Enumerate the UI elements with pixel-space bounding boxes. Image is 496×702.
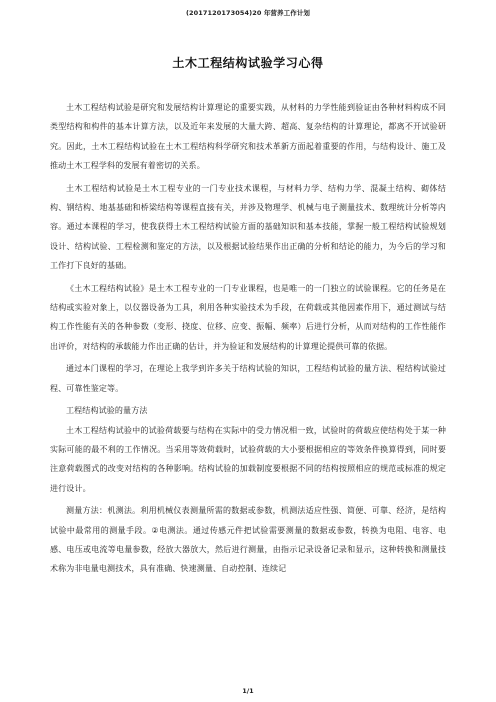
page-header: (2017120173054)20 年营养工作计划 [185, 9, 311, 17]
paragraph-learning-summary: 通过本门课程的学习，在理论上我学到许多关于结构试验的知识，工程结构试验的量方法、程结构试验过程、可靠性鉴定等。 [50, 364, 446, 393]
page-number: 1/1 [242, 687, 254, 695]
paragraph-measurement-methods: 测量方法：机测法。利用机械仪表测量所需的数据或参数，机测法适应性强、简便、可靠、经济，是结构试验中最常用的测量手段。②电测法。通过传感元件把试验需要测量的数据或参数，转换为电阻、电容、电感、电压或电流等电量参数，经放大器放大，然后进行测量，由指示记录设备记录和显示，这种转换和测量技术称为非电量电测技术，具有准确、快速测量、自动控制、连续记 [50, 506, 446, 574]
paragraph-course-overview: 土木工程结构试验是土木工程专业的一门专业技术课程，与材料力学、结构力学、混凝土结构、砌体结构、钢结构、地基基础和桥梁结构等课程直接有关，并涉及物理学、机械与电子测量技术、数理统计分析等内容。通过本课程的学习，使我获得土木工程结构试验方面的基础知识和基本技能，掌握一般工程结构试验规划设计、结构试验、工程检测和鉴定的方法，以及根据试验结果作出正确的分析和结论的能力，为今后的学习和工作打下良好的基础。 [50, 183, 446, 270]
document-body [50, 98, 446, 582]
paragraph-intro: 土木工程结构试验是研究和发展结构计算理论的重要实践，从材料的力学性能到验证由各种材料构成不同类型结构和构件的基本计算方法，以及近年来发展的大量大跨、超高、复杂结构的计算理论，都离不开试验研究。因此，土木工程结构试验在土木工程结构科学研究和技术革新方面起着重要的作用，与结构设计、施工及推动土木工程学科的发展有着密切的关系。 [50, 103, 446, 170]
paragraph-course-task: 《土木工程结构试验》是土木工程专业的一门专业课程，也是唯一的一门独立的试验课程。它的任务是在结构或实验对象上，以仪器设备为工具，利用各种实验技术为手段，在荷载或其他因素作用下，通过测试与结构工作性能有关的各种参数（变形、挠度、位移、应变、振幅、频率）后进行分析，从而对结构的工作性能作出评价，对结构的承载能力作出正确的估计，并为验证和发展结构的计算理论提供可靠的依据。 [50, 283, 446, 351]
document-title: 土木工程结构试验学习心得 [172, 56, 324, 70]
paragraph-test-loads: 土木工程结构试验中的试验荷载要与结构在实际中的受力情况相一致，试验时的荷载应使结构处于某一种实际可能的最不利的工作情况。当采用等效荷载时，试验荷载的大小要根据相应的等效条件换算得到，同时要注意荷载图式的改变对结构的各种影响。结构试验的加载制度要根据不同的结构按照相应的规范或标准的规定进行设计。 [50, 425, 446, 493]
section-heading-methods: 工程结构试验的量方法 [66, 406, 148, 416]
